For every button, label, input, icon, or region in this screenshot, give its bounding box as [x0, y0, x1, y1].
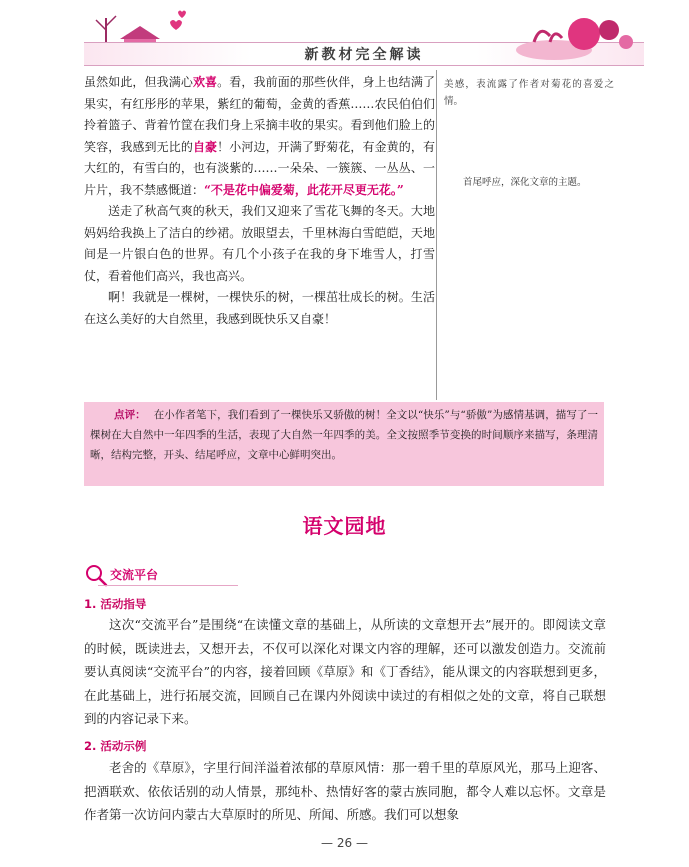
- subheader-underline: [98, 585, 238, 586]
- exchange-platform-header: [84, 563, 604, 587]
- essay-paragraph-1: [84, 72, 435, 201]
- activity-guidance-text: [84, 613, 606, 731]
- comment-text: 在小作者笔下，我们看到了一棵快乐又骄傲的树！全文以“快乐”与“骄傲”为感情基调，描写了一棵树在大自然中一年四季的生活，表现了大自然一年四季的美。全文按照季节变换的时间顺序来描写，条理清晰，结构完整，开头、结尾呼应，文章中心鲜明突出。: [90, 409, 598, 461]
- activity-example-text: [84, 756, 606, 827]
- page-header: [84, 8, 644, 68]
- bubbles-decoration-icon: [514, 12, 644, 62]
- side-note-1: 美感，表流露了作者对菊花的喜爱之情。: [444, 79, 614, 107]
- highlight-word: 自豪: [192, 139, 218, 154]
- comment-label: 点评：: [114, 409, 146, 421]
- column-divider: [436, 70, 437, 400]
- paragraph: 老舍的《草原》，字里行间洋溢着浓郁的草原风情：那一碧千里的草原风光，那马上迎客、把酒联欢、依依话别的动人情景，那纯朴、热情好客的蒙古族同胞，都令人难以忘怀。文章是作者第一次访问内蒙古大草原时的所见、所闻、所感。我们可以想象: [84, 760, 606, 822]
- essay-body: [84, 72, 435, 330]
- book-title: 新教材完全解读: [304, 47, 424, 63]
- essay-paragraph-2: 送走了秋高气爽的秋天，我们又迎来了雪花飞舞的冬天。大地妈妈给我换上了洁白的纱裙。放眼望去，千里林海白雪皑皑，天地间是一片银白色的世界。有几个小孩子在我的身下堆雪人，打雪仗，看着他们高兴，我也高兴。: [84, 204, 435, 283]
- section-title: 语文园地: [302, 514, 387, 538]
- comment-box: [84, 402, 604, 486]
- page-number: — 26 —: [321, 836, 368, 850]
- essay-paragraph-3: 啊！我就是一棵树，一棵快乐的树，一棵茁壮成长的树。生活在这么美好的大自然里，我感到既快乐又自豪！: [84, 290, 435, 326]
- exchange-platform-label: 交流平台: [110, 568, 159, 582]
- side-note-2: 首尾呼应，深化文章的主题。: [463, 177, 587, 188]
- paragraph: 这次“交流平台”是围绕“在读懂文章的基础上，从所读的文章想开去”展开的。即阅读文章的时候，既读进去，又想开去，不仅可以深化对课文内容的理解，还可以激发创造力。交流前要认真阅读“交流平台”的内容，接着回顾《草原》和《丁香结》，能从课文的内容联想到更多，在此基础上，进行拓展交流，回顾自己在课内外阅读中读过的有相似之处的文章，将自己联想到的内容记录下来。: [84, 617, 606, 726]
- essay-text: 虽然如此，但我满心: [84, 75, 193, 89]
- essay-text: ！小河边，开满了野菊花，有金黄的，有大红的，有雪白的，也有淡紫的……一朵朵、一簇簇、一丛丛、一片片，我不禁感慨道：: [84, 139, 435, 197]
- essay-text: 。看，我前面的那些伙伴，身上也结满了果实，有红彤彤的苹果，紫红的葡萄，金黄的香蕉……农民伯伯们拎着篮子、背着竹筐在我们身上采摘丰收的果实。看到他们脸上的笑容，我感到无比的: [84, 75, 435, 154]
- highlight-word: 欢喜: [192, 75, 218, 89]
- activity-guidance-heading: 1. 活动指导: [84, 597, 147, 611]
- activity-example-heading: 2. 活动示例: [84, 739, 147, 753]
- magnifier-icon: [84, 563, 110, 587]
- highlight-quote: “不是花中偏爱菊，此花开尽更无花。”: [204, 182, 404, 197]
